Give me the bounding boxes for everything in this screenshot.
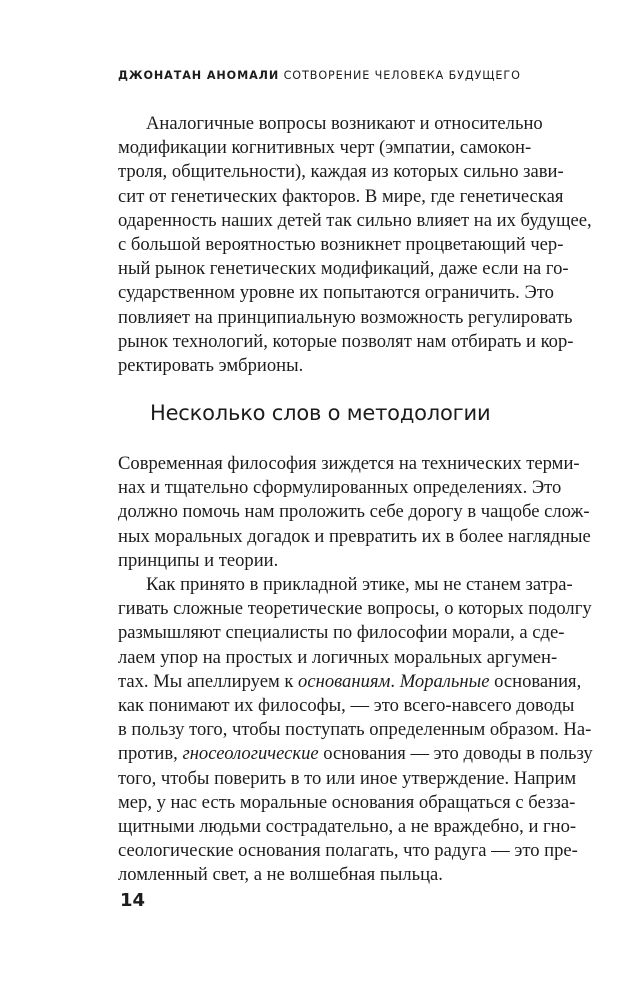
running-head: [118, 69, 558, 82]
emphasis-moral: Моральные: [399, 670, 490, 692]
emphasis-grounds: основаниям: [298, 670, 391, 692]
text-line: [118, 742, 593, 766]
text-line: модификации когнитивных черт (эмпатии, самокон-: [118, 137, 532, 159]
paragraph-genetic-modification: [118, 112, 592, 378]
text-line: ректировать эмбрионы.: [118, 355, 304, 377]
text-line: троля, общительности), каждая из которых сильно зави-: [118, 161, 564, 183]
text-line: должно помочь нам проложить себе дорогу в чащобе слож-: [118, 501, 590, 523]
text-line: одаренность наших детей так сильно влияет на их будущее,: [118, 209, 592, 231]
text-line: повлияет на принципиальную возможность регулировать: [118, 306, 573, 328]
text-line: размышляют специалисты по философии морали, а сде-: [118, 622, 565, 644]
text-run: против,: [118, 743, 183, 765]
text-line: лаем упор на простых и логичных моральных аргумен-: [118, 646, 558, 668]
page-number: 14: [120, 890, 146, 911]
text-run: основания — это доводы в пользу: [318, 743, 593, 765]
text-line: сеологические основания полагать, что радуга — это пре-: [118, 840, 578, 862]
text-line: ный рынок генетических модификаций, даже если на го-: [118, 258, 569, 280]
text-run: тах. Мы апеллируем к: [118, 670, 299, 692]
text-line: сит от генетических факторов. В мире, где генетическая: [118, 185, 564, 207]
text-line: сударственном уровне их попытаются ограничить. Это: [118, 282, 554, 304]
text-line: ломленный свет, а не волшебная пыльца.: [118, 864, 443, 886]
text-line: [118, 670, 582, 694]
text-line: Современная философия зиждется на технических терми-: [118, 453, 580, 474]
text-line: как понимают их философы, — это всего-навсего доводы: [118, 695, 575, 717]
text-line: мер, у нас есть моральные основания обращаться с безза-: [118, 791, 576, 813]
text-line: в пользу того, чтобы поступать определенным образом. На-: [118, 719, 592, 741]
text-line: рынок технологий, которые позволят нам отбирать и кор-: [118, 330, 574, 352]
text-run: основания,: [489, 670, 582, 692]
text-line: принципы и теории.: [118, 549, 279, 571]
text-line: Аналогичные вопросы возникают и относительно: [146, 113, 543, 134]
running-head-title: СОТВОРЕНИЕ ЧЕЛОВЕКА БУДУЩЕГО: [283, 69, 521, 82]
text-line: нах и тщательно сформулированных определениях. Это: [118, 477, 562, 499]
emphasis-epistemic: гносеологические: [182, 743, 319, 765]
text-line: того, чтобы поверить в то или иное утверждение. Наприм: [118, 767, 577, 789]
text-line: с большой вероятностью возникнет процветающий чер-: [118, 234, 564, 256]
text-line: гивать сложные теоретические вопросы, о которых подолгу: [118, 598, 592, 620]
text-line: ных моральных догадок и превратить их в более наглядные: [118, 525, 591, 547]
text-line: Как принято в прикладной этике, мы не станем затра-: [146, 574, 573, 596]
paragraph-methodology: [118, 452, 593, 888]
section-heading: Несколько слов о методологии: [150, 401, 491, 425]
text-line: щитными людьми сострадательно, а не враждебно, и гно-: [118, 816, 577, 838]
text-run: .: [390, 670, 400, 692]
running-head-author: ДЖОНАТАН АНОМАЛИ: [118, 69, 280, 82]
